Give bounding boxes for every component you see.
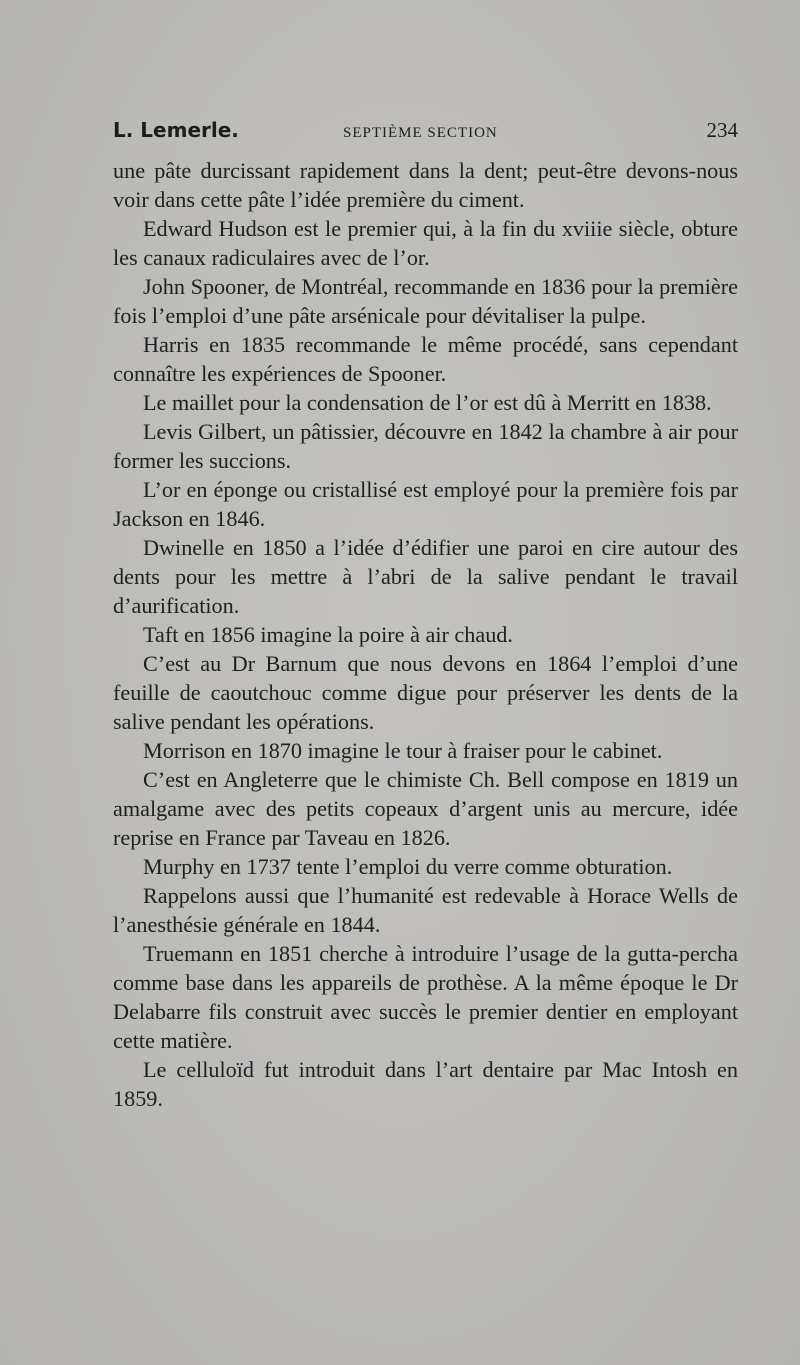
page-number: 234: [706, 118, 738, 142]
paragraph: Murphy en 1737 tente l’emploi du verre comme obturation.: [143, 854, 673, 879]
paragraph: Taft en 1856 imagine la poire à air chaud.: [143, 622, 513, 647]
paragraph: C’est en Angleterre que le chimiste Ch. Bell compose en 1819 un amalgame avec des petits copeaux d’argent unis au mercure, idée reprise en France par Taveau en 1826.: [113, 767, 738, 850]
paragraph: Levis Gilbert, un pâtissier, découvre en 1842 la chambre à air pour former les succions.: [113, 419, 738, 473]
paragraph: Truemann en 1851 cherche à introduire l’usage de la gutta-percha comme base dans les appareils de prothèse. A la même époque le Dr Delabarre fils construit avec succès le premier dentier en employant cette matière.: [113, 941, 738, 1053]
paragraph: Harris en 1835 recommande le même procédé, sans cependant connaître les expériences de Spooner.: [113, 332, 738, 386]
paragraph: Le celluloïd fut introduit dans l’art dentaire par Mac Intosh en 1859.: [113, 1057, 738, 1111]
body-text: [113, 156, 738, 1113]
paragraph: L’or en éponge ou cristallisé est employé pour la première fois par Jackson en 1846.: [113, 477, 738, 531]
paragraph: une pâte durcissant rapidement dans la dent; peut-être devons-nous voir dans cette pâte l’idée première du ciment.: [113, 158, 738, 212]
paragraph: C’est au Dr Barnum que nous devons en 1864 l’emploi d’une feuille de caoutchouc comme digue pour préserver les dents de la salive pendant les opérations.: [113, 651, 738, 734]
paragraph: John Spooner, de Montréal, recommande en 1836 pour la première fois l’emploi d’une pâte arsénicale pour dévitaliser la pulpe.: [113, 274, 738, 328]
paragraph: Edward Hudson est le premier qui, à la fin du xviiie siècle, obture les canaux radiculaires avec de l’or.: [113, 216, 738, 270]
running-author: L. Lemerle.: [113, 118, 239, 142]
paragraph: Morrison en 1870 imagine le tour à fraiser pour le cabinet.: [143, 738, 663, 763]
running-header: [113, 118, 738, 148]
paragraph: Le maillet pour la condensation de l’or est dû à Merritt en 1838.: [143, 390, 712, 415]
paragraph: Rappelons aussi que l’humanité est redevable à Horace Wells de l’anesthésie générale en 1844.: [113, 883, 738, 937]
paragraph: Dwinelle en 1850 a l’idée d’édifier une paroi en cire autour des dents pour les mettre à l’abri de la salive pendant le travail d’aurification.: [113, 535, 738, 618]
running-section-title: SEPTIÈME SECTION: [343, 125, 498, 141]
